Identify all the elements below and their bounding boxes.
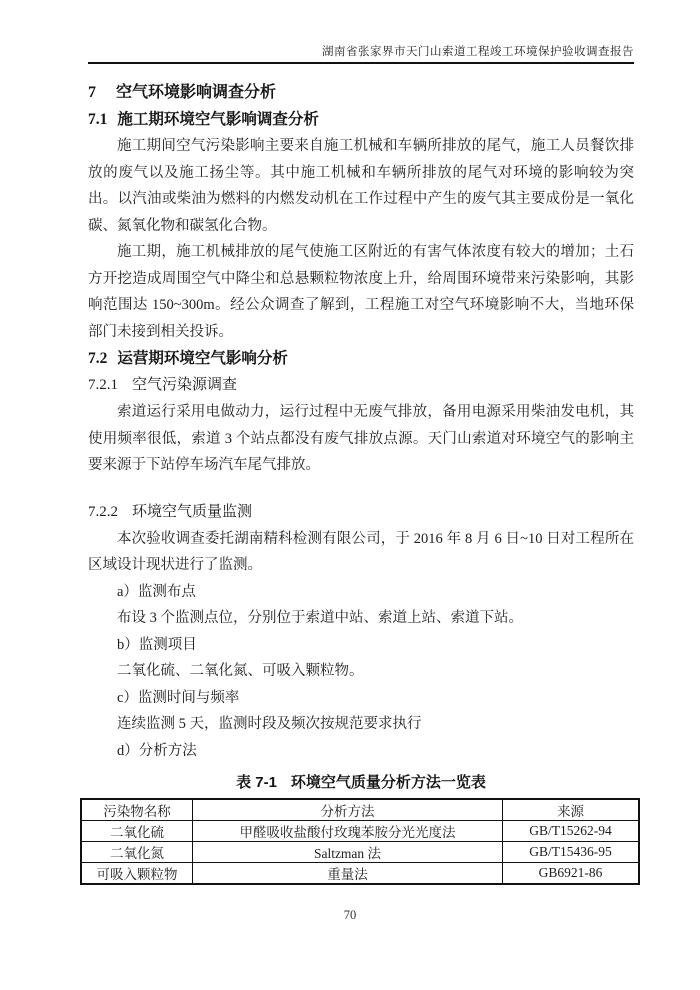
- table-header-cell: 分析方法: [193, 799, 503, 821]
- table-cell-method: 重量法: [193, 863, 503, 885]
- section-7-2-1-heading: [88, 372, 634, 399]
- list-item-c-text: 连续监测 5 天，监测时段及频次按规范要求执行: [117, 716, 422, 732]
- paragraph-construction-exhaust: [88, 133, 634, 239]
- section-7-2-heading: [88, 345, 634, 372]
- table-cell-pollutant: 二氧化硫: [81, 821, 193, 842]
- paragraph-line: 出。以汽油或柴油为燃料的内燃发动机在工作过程中产生的废气其主要成份是一氧化: [88, 191, 634, 207]
- section-7-1-heading: [88, 106, 634, 133]
- paragraph-line: 部门未接到相关投诉。: [88, 323, 233, 340]
- list-item-b-heading: b）监测项目: [117, 636, 197, 653]
- running-header: 湖南省张家界市天门山索道工程竣工环境保护验收调查报告: [322, 46, 634, 58]
- paragraph-line: 索道运行采用电做动力，运行过程中无废气排放，备用电源采用柴油发电机，其: [117, 404, 634, 420]
- heading-number: 7.2: [88, 350, 108, 367]
- heading-title: 空气污染源调查: [132, 377, 238, 393]
- table-row: [81, 863, 639, 885]
- paragraph-construction-impact: [88, 239, 634, 345]
- list-item-d-heading: d）分析方法: [117, 742, 197, 759]
- table-caption-label: 表 7-1: [236, 774, 277, 791]
- paragraph-line: 碳、氮氧化物和碳氢化合物。: [88, 217, 277, 234]
- heading-number: 7.1: [88, 111, 108, 128]
- section-7-2-2-heading: [88, 499, 634, 526]
- list-item-b-text: 二氧化硫、二氧化氮、可吸入颗粒物。: [117, 663, 364, 679]
- paragraph-monitoring-commission: [88, 526, 634, 579]
- paragraph-line: 放的废气以及施工扬尘等。其中施工机械和车辆所排放的尾气对环境的影响较为突: [88, 164, 634, 181]
- paragraph-line: 本次验收调查委托湖南精科检测有限公司，于 2016 年 8 月 6 日~10 日对工程所在: [117, 530, 634, 547]
- list-item-c-heading: c）监测时间与频率: [117, 689, 240, 706]
- analysis-method-table: [80, 798, 640, 885]
- paragraph-line: 要来源于下站停车场汽车尾气排放。: [88, 457, 320, 473]
- table-cell-method: Saltzman 法: [193, 842, 503, 863]
- list-item-a-heading: a）监测布点: [117, 583, 196, 600]
- section-7-heading: [88, 79, 634, 106]
- table-cell-source: GB/T15262-94: [503, 821, 640, 842]
- heading-title: 施工期环境空气影响调查分析: [117, 111, 319, 128]
- heading-title: 运营期环境空气影响分析: [117, 350, 288, 367]
- paragraph-line: 施工期间空气污染影响主要来自施工机械和车辆所排放的尾气，施工人员餐饮排: [117, 138, 634, 154]
- paragraph-operation-sources: [88, 399, 634, 479]
- table-header-cell: 来源: [503, 799, 640, 821]
- heading-number: 7.2.2: [88, 503, 118, 520]
- table-cell-source: GB6921-86: [503, 863, 640, 885]
- paragraph-line: 施工期，施工机械排放的尾气使施工区附近的有害气体浓度有较大的增加；土石: [117, 244, 634, 260]
- paragraph-line: 方开挖造成周围空气中降尘和总悬颗粒物浓度上升，给周围环境带来污染影响，其影: [88, 270, 634, 287]
- table-cell-pollutant: 可吸入颗粒物: [81, 863, 193, 885]
- table-cell-source: GB/T15436-95: [503, 842, 640, 863]
- heading-number: 7.2.1: [88, 377, 118, 393]
- paragraph-line: 区域设计现状进行了监测。: [88, 557, 262, 573]
- heading-number: 7: [88, 84, 96, 101]
- table-cell-pollutant: 二氧化氮: [81, 842, 193, 863]
- table-header-cell: 污染物名称: [81, 799, 193, 821]
- monitoring-item-list: [88, 579, 634, 765]
- table-cell-method: 甲醛吸收盐酸付玫瑰苯胺分光光度法: [193, 821, 503, 842]
- table-header-row: [81, 799, 639, 821]
- paragraph-line: 使用频率很低，索道 3 个站点都没有废气排放点源。天门山索道对环境空气的影响主: [88, 430, 634, 447]
- heading-title: 环境空气质量监测: [132, 503, 253, 520]
- table-caption-title: 环境空气质量分析方法一览表: [290, 774, 486, 791]
- table-row: [81, 842, 639, 863]
- page-number: 70: [343, 908, 357, 922]
- header-rule: [88, 62, 634, 64]
- paragraph-line: 响范围达 150~300m。经公众调查了解到，工程施工对空气环境影响不大，当地环保: [88, 297, 634, 313]
- list-item-a-text: 布设 3 个监测点位，分别位于索道中站、索道上站、索道下站。: [117, 610, 523, 626]
- table-row: [81, 821, 639, 842]
- table-caption: [88, 770, 634, 796]
- heading-title: 空气环境影响调查分析: [116, 84, 277, 101]
